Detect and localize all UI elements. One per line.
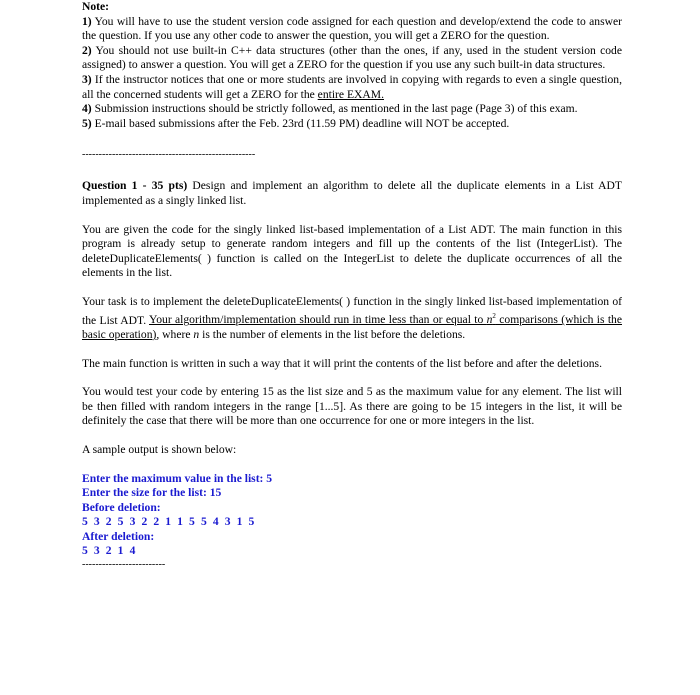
note-text: You will have to use the student version code assigned for each question and develop/extend the code to answer the question. If you use any other code to answer the question, you will get a ZERO for the question.: [82, 14, 622, 43]
sample-output-line: Before deletion:: [82, 500, 161, 514]
question-paragraph-3: The main function is written in such a way that it will print the contents of the list before and after the deletions.: [82, 356, 602, 370]
note-underlined-text: entire EXAM.: [317, 87, 384, 101]
separator-line: -------------------------: [82, 559, 166, 571]
note-item-2: [82, 44, 622, 73]
note-text: E-mail based submissions after the Feb. 23rd (11.59 PM) deadline will NOT be accepted.: [91, 116, 510, 130]
paragraph-text: is the number of elements in the list before the deletions.: [199, 327, 466, 341]
sample-output-line: Enter the size for the list: 15: [82, 486, 222, 500]
question-paragraph-2: [82, 295, 622, 343]
requirement-text: Your algorithm/implementation should run in time less than or equal to: [149, 313, 487, 327]
note-item-1: [82, 15, 622, 44]
note-item-4: [82, 102, 622, 117]
note-number: 5): [82, 116, 92, 130]
sample-output-line: 5 3 2 1 4: [82, 544, 137, 558]
note-text: Submission instructions should be strictly followed, as mentioned in the last page (Page 3) of this exam.: [91, 102, 578, 116]
paragraph-text: Your task is to implement the deleteDuplicateElements( ) function in the singly linked list-based implementation of the List ADT.: [82, 294, 622, 327]
requirement-text: comparisons (which is the basic operation): [82, 313, 622, 341]
question-number: Question 1 - 35 pts): [82, 179, 188, 193]
question-heading: [82, 179, 622, 208]
note-number: 1): [82, 14, 92, 28]
note-number: 2): [82, 43, 92, 57]
note-item-3: [82, 73, 622, 102]
separator-line: ----------------------------------------------------: [82, 149, 256, 161]
sample-output-line: Enter the maximum value in the list: 5: [82, 471, 273, 485]
question-description: Design and implement an algorithm to delete all the duplicate elements in a List ADT implemented as a singly linked list.: [82, 179, 622, 207]
paragraph-text: , where: [156, 327, 194, 341]
variable-n: n: [193, 327, 200, 341]
sample-output-line: After deletion:: [82, 529, 155, 543]
note-item-5: [82, 117, 622, 132]
sample-output-line: 5 3 2 5 3 2 2 1 1 5 5 4 3 1 5: [82, 515, 256, 529]
question-paragraph-5: A sample output is shown below:: [82, 442, 237, 456]
note-number: 3): [82, 72, 92, 86]
variable-n: n: [486, 313, 493, 327]
note-text: If the instructor notices that one or more students are involved in copying with regards to even a single question, all the concerned students will get a ZERO for the: [82, 72, 622, 101]
note-number: 4): [82, 102, 92, 116]
question-paragraph-4: You would test your code by entering 15 as the list size and 5 as the maximum value for any element. The list will be then filled with random integers in the range [1...5]. As there are going to be 15 integers in the list, it will be definitely the case that there will be more than one occurrence for one or more integers in the list.: [82, 385, 622, 428]
document-page: [82, 0, 622, 571]
note-title: Note:: [82, 0, 110, 13]
superscript: 2: [492, 312, 496, 321]
sample-output-block: [82, 472, 622, 560]
question-paragraph-1: You are given the code for the singly linked list-based implementation of a List ADT. The main function in this program is already setup to generate random integers and fill up the contents of the list (IntegerList). The deleteDuplicateElements( ) function is called on the IntegerList to delete the duplicate occurrences of all the elements in the list.: [82, 222, 622, 280]
note-text: You should not use built-in C++ data structures (other than the ones, if any, used in the student version code assigned) to answer a question. You will get a ZERO for the question if you use any such built-in data structures.: [82, 43, 622, 72]
